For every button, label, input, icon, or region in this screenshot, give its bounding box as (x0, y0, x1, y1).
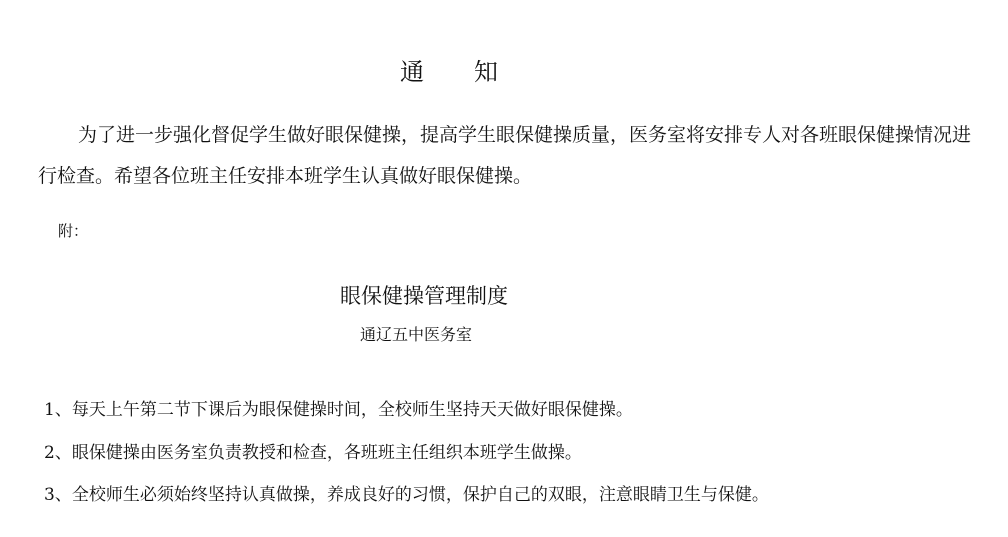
notice-intro-paragraph: 为了进一步强化督促学生做好眼保健操，提高学生眼保健操质量，医务室将安排专人对各班眼保健操情况进行检查。希望各位班主任安排本班学生认真做好眼保健操。 (38, 124, 972, 187)
notice-title-right: 知 (474, 58, 500, 86)
regulation-item-2: 2、眼保健操由医务室负责教授和检查，各班班主任组织本班学生做操。 (44, 442, 582, 463)
regulation-item-1: 1、每天上午第二节下课后为眼保健操时间，全校师生坚持天天做好眼保健操。 (44, 400, 633, 420)
department-name: 通辽五中医务室 (360, 325, 473, 344)
notice-title (0, 52, 900, 87)
regulation-title: 眼保健操管理制度 (340, 284, 508, 308)
regulation-item-3: 3、全校师生必须始终坚持认真做操，养成良好的习惯，保护自己的双眼，注意眼睛卫生与保健。 (44, 485, 769, 505)
notice-title-left: 通 (400, 58, 426, 86)
attachment-label: 附： (58, 222, 89, 240)
regulation-list (44, 400, 984, 528)
